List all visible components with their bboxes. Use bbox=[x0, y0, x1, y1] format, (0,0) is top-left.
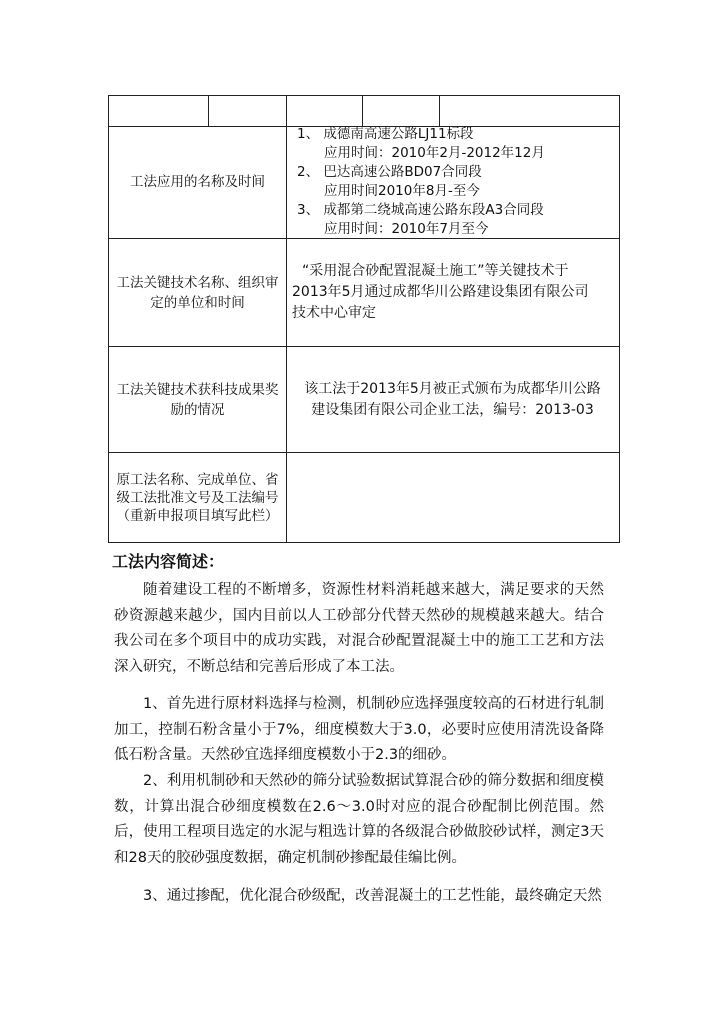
section-title: 工法内容简述： bbox=[112, 552, 225, 571]
paragraph: 3、通过掺配，优化混合砂级配，改善混凝土的工艺性能，最终确定天然 bbox=[143, 888, 602, 904]
row-label: 工法关键技术名称、组织审定的单位和时间 bbox=[116, 274, 279, 311]
table-row-award bbox=[108, 347, 620, 453]
row-label: 工法关键技术获科技成果奖励的情况 bbox=[116, 381, 279, 418]
table-row-original bbox=[108, 453, 620, 543]
table-row-application bbox=[108, 126, 620, 239]
row-value bbox=[286, 453, 619, 542]
row-value: “采用混合砂配置混凝土施工”等关键技术于 2013年5月通过成都华川公路建设集团有限公司 技术中心审定 bbox=[292, 263, 589, 321]
paragraph: 2、利用机制砂和天然砂的筛分试验数据试算混合砂的筛分数据和细度模数，计算出混合砂细度模数在2.6～3.0时对应的混合砂配制比例范围。然后，使用工程项目选定的水泥与粗选计算的各级混合砂做胶砂试样，测定3天和28天的胶砂强度数据，确定机制砂掺配最佳编比例。 bbox=[114, 773, 604, 866]
row-label: 工法应用的名称及时间 bbox=[130, 174, 265, 190]
paragraph: 1、首先进行原材料选择与检测，机制砂应选择强度较高的石材进行轧制加工，控制石粉含量小于7%，细度模数大于3.0，必要时应使用清洗设备降低石粉含量。天然砂宜选择细度模数小于2.3的细砂。 bbox=[114, 696, 604, 763]
table-row-review bbox=[108, 239, 620, 347]
paragraph: 随着建设工程的不断增多，资源性材料消耗越来越大，满足要求的天然砂资源越来越少，国内目前以人工砂部分代替天然砂的规模越来越大。结合我公司在多个项目中的成功实践，对混合砂配置混凝土中的施工工艺和方法深入研究，不断总结和完善后形成了本工法。 bbox=[114, 582, 604, 675]
row-label: 原工法名称、完成单位、省级工法批准文号及工法编号（重新申报项目填写此栏） bbox=[116, 471, 279, 524]
row-value: 1、 成德南高速公路LJ11标段 应用时间：2010年2月-2012年12月 2、 巴达高速公路BD07合同段 应用时间2010年8月-至今 3、 成都第二绕城高速公路东段A3合同段 应用时间：2010年7月至今 bbox=[297, 126, 545, 237]
row-value: 该工法于2013年5月被正式颁布为成都华川公路 建设集团有限公司企业工法，编号：2013-03 bbox=[304, 380, 601, 418]
table-header-row bbox=[108, 95, 620, 127]
